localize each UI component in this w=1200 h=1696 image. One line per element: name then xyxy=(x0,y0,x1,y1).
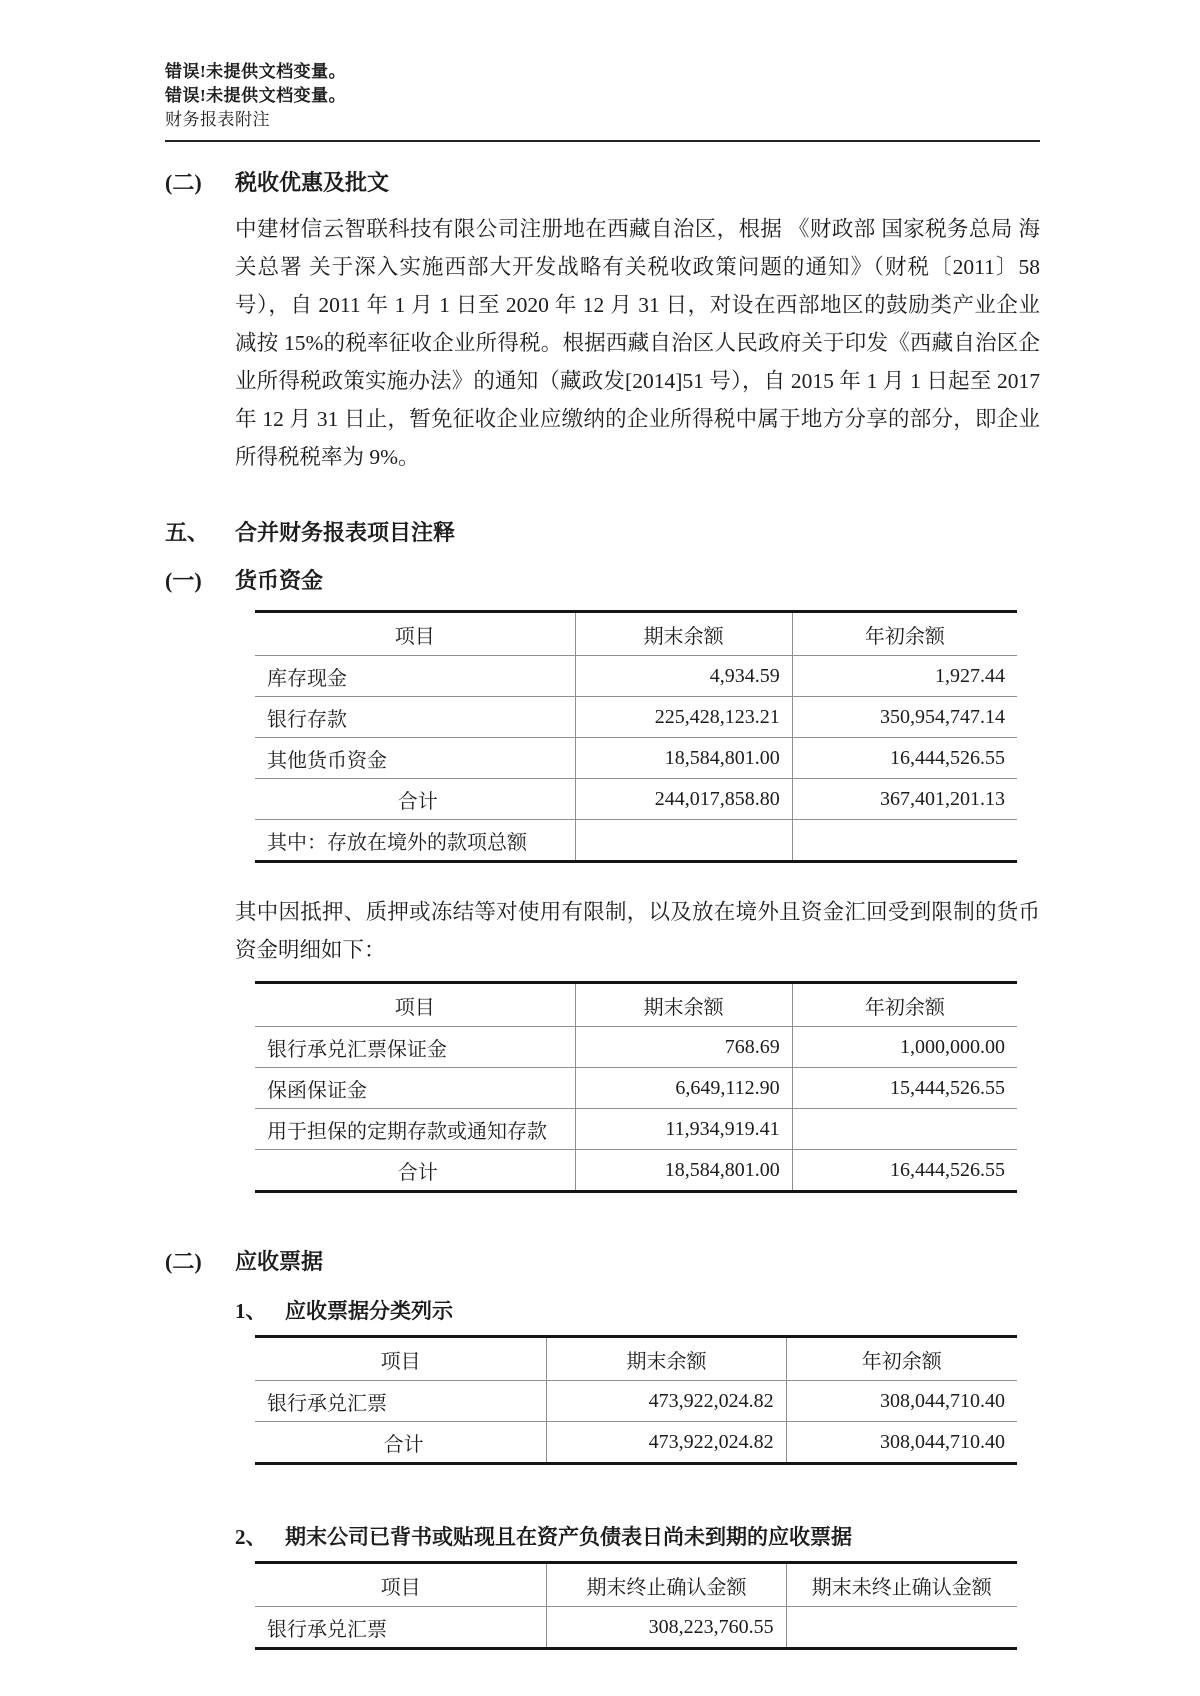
col-header-item: 项目 xyxy=(255,1563,547,1607)
table-header-row xyxy=(255,1563,1017,1607)
section-receivables-heading xyxy=(165,1247,1040,1277)
row-label: 用于担保的定期存款或通知存款 xyxy=(255,1109,575,1150)
header-line-1: 错误!未提供文档变量。 xyxy=(165,62,347,81)
subsection-2-title: 期末公司已背书或贴现且在资产负债表日尚未到期的应收票据 xyxy=(285,1525,852,1549)
subsection-1-title: 应收票据分类列示 xyxy=(285,1299,453,1323)
ending-balance-value: 6,649,112.90 xyxy=(575,1068,792,1109)
page-header xyxy=(165,60,1040,142)
row-label: 银行承兑汇票保证金 xyxy=(255,1027,575,1068)
col-header-beginning-balance: 年初余额 xyxy=(792,983,1017,1027)
section-receivables-title: 应收票据 xyxy=(235,1249,324,1274)
subsection-1-number: 1、 xyxy=(235,1299,267,1323)
beginning-balance-total: 308,044,710.40 xyxy=(786,1422,1017,1464)
table-row xyxy=(255,1381,1017,1422)
notes-receivable-classification-table xyxy=(255,1335,1017,1465)
table-total-row xyxy=(255,779,1017,820)
row-label: 银行存款 xyxy=(255,697,575,738)
section-five-title: 合并财务报表项目注释 xyxy=(235,520,456,545)
row-label: 保函保证金 xyxy=(255,1068,575,1109)
table-row xyxy=(255,697,1017,738)
ending-balance-value: 768.69 xyxy=(575,1027,792,1068)
beginning-balance-value: 1,000,000.00 xyxy=(792,1027,1017,1068)
section-five-heading xyxy=(165,518,1040,548)
beginning-balance-value: 350,954,747.14 xyxy=(792,697,1017,738)
ending-balance-value xyxy=(575,820,792,862)
col-header-item: 项目 xyxy=(255,1337,547,1381)
table-row xyxy=(255,820,1017,862)
col-header-item: 项目 xyxy=(255,612,575,656)
section-monetary-title: 货币资金 xyxy=(235,568,324,593)
ending-balance-value: 225,428,123.21 xyxy=(575,697,792,738)
col-header-beginning-balance: 年初余额 xyxy=(786,1337,1017,1381)
header-rule xyxy=(165,140,1040,142)
section-tax-heading xyxy=(165,168,1040,198)
col-header-ending-balance: 期末余额 xyxy=(575,612,792,656)
endorsed-discounted-notes-table xyxy=(255,1561,1017,1650)
row-label: 银行承兑汇票 xyxy=(255,1607,547,1649)
header-line-2: 错误!未提供文档变量。 xyxy=(165,86,347,105)
section-five-number: 五、 xyxy=(165,520,210,545)
beginning-balance-value: 16,444,526.55 xyxy=(792,738,1017,779)
table-row xyxy=(255,1027,1017,1068)
tax-paragraph: 中建材信云智联科技有限公司注册地在西藏自治区，根据 《财政部 国家税务总局 海关总署 关于深入实施西部大开发战略有关税收政策问题的通知》（财税〔2011〕58 号），自 2011 年 1 月 1 日至 2020 年 12 月 31 日，对设在西部地区的鼓励类产业企业减按 15%的税率征收企业所得税。根据西藏自治区人民政府关于印发《西藏自治区企业所得税政策实施办法》的通知（藏政发[2014]51 号），自 2015 年 1 月 1 日起至 2017 年 12 月 31 日止，暂免征收企业应缴纳的企业所得税中属于地方分享的部分，即企业所得税税率为 9%。 xyxy=(235,217,1040,469)
subsection-1-heading xyxy=(235,1297,1040,1325)
table-row xyxy=(255,1109,1017,1150)
ending-balance-value: 18,584,801.00 xyxy=(575,738,792,779)
subsection-2-number: 2、 xyxy=(235,1525,267,1549)
restricted-funds-paragraph: 其中因抵押、质押或冻结等对使用有限制，以及放在境外且资金汇回受到限制的货币资金明细如下： xyxy=(235,900,1040,962)
ending-balance-value: 4,934.59 xyxy=(575,656,792,697)
col-header-item: 项目 xyxy=(255,983,575,1027)
row-label: 其中：存放在境外的款项总额 xyxy=(255,820,575,862)
table-row xyxy=(255,656,1017,697)
ending-balance-value: 473,922,024.82 xyxy=(547,1381,786,1422)
restricted-funds-table xyxy=(255,981,1017,1193)
table-header-row xyxy=(255,1337,1017,1381)
monetary-funds-table xyxy=(255,610,1017,863)
beginning-balance-value: 308,044,710.40 xyxy=(786,1381,1017,1422)
table-header-row xyxy=(255,612,1017,656)
beginning-balance-value xyxy=(792,1109,1017,1150)
table-total-row xyxy=(255,1422,1017,1464)
ending-balance-total: 18,584,801.00 xyxy=(575,1150,792,1192)
total-label: 合计 xyxy=(255,779,575,820)
row-label: 其他货币资金 xyxy=(255,738,575,779)
beginning-balance-total: 367,401,201.13 xyxy=(792,779,1017,820)
col-header-derecognized-amount: 期末终止确认金额 xyxy=(547,1563,786,1607)
total-label: 合计 xyxy=(255,1422,547,1464)
beginning-balance-value xyxy=(792,820,1017,862)
subsection-2-heading xyxy=(235,1523,1040,1551)
ending-balance-total: 244,017,858.80 xyxy=(575,779,792,820)
header-line-3: 财务报表附注 xyxy=(165,110,270,129)
table-header-row xyxy=(255,983,1017,1027)
section-tax-number: (二) xyxy=(165,170,202,195)
col-header-not-derecognized-amount: 期末未终止确认金额 xyxy=(786,1563,1017,1607)
not-derecognized-amount-value xyxy=(786,1607,1017,1649)
table-total-row xyxy=(255,1150,1017,1192)
section-receivables-number: (二) xyxy=(165,1249,202,1274)
col-header-beginning-balance: 年初余额 xyxy=(792,612,1017,656)
col-header-ending-balance: 期末余额 xyxy=(575,983,792,1027)
table-row xyxy=(255,1607,1017,1649)
row-label: 银行承兑汇票 xyxy=(255,1381,547,1422)
derecognized-amount-value: 308,223,760.55 xyxy=(547,1607,786,1649)
table-row xyxy=(255,1068,1017,1109)
table-row xyxy=(255,738,1017,779)
beginning-balance-value: 1,927.44 xyxy=(792,656,1017,697)
section-monetary-number: (一) xyxy=(165,568,202,593)
section-monetary-heading xyxy=(165,566,1040,596)
col-header-ending-balance: 期末余额 xyxy=(547,1337,786,1381)
beginning-balance-total: 16,444,526.55 xyxy=(792,1150,1017,1192)
ending-balance-total: 473,922,024.82 xyxy=(547,1422,786,1464)
row-label: 库存现金 xyxy=(255,656,575,697)
section-tax-title: 税收优惠及批文 xyxy=(235,170,390,195)
beginning-balance-value: 15,444,526.55 xyxy=(792,1068,1017,1109)
ending-balance-value: 11,934,919.41 xyxy=(575,1109,792,1150)
total-label: 合计 xyxy=(255,1150,575,1192)
